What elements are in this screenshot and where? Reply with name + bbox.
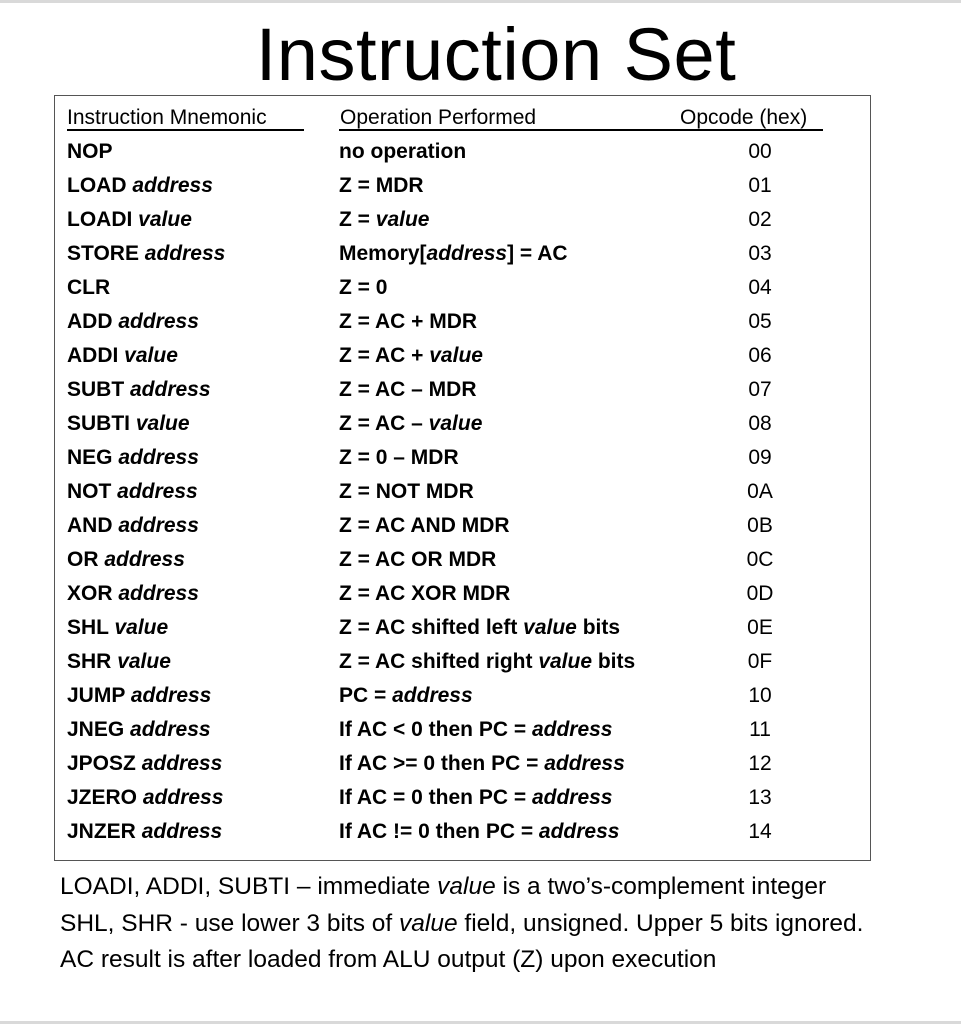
note-segment: is a two’s-complement integer bbox=[495, 873, 827, 900]
mnemonic-segment: LOAD bbox=[67, 174, 133, 197]
mnemonic-segment: SUBTI bbox=[67, 412, 136, 435]
operation-segment: Z = AC – MDR bbox=[339, 378, 477, 401]
table-row bbox=[0, 577, 961, 611]
note-italic-segment: value bbox=[399, 909, 458, 937]
mnemonic-italic-segment: address bbox=[141, 820, 223, 843]
mnemonic-cell bbox=[67, 169, 213, 203]
opcode-cell: 07 bbox=[748, 378, 772, 401]
table-row bbox=[0, 407, 961, 441]
mnemonic-italic-segment: address bbox=[130, 378, 211, 401]
note-italic-segment: value bbox=[437, 873, 496, 900]
operation-cell bbox=[339, 169, 424, 203]
note-line bbox=[60, 906, 864, 943]
header-operation: Operation Performed bbox=[340, 106, 537, 129]
operation-cell bbox=[339, 339, 483, 373]
mnemonic-segment: SUBT bbox=[67, 378, 130, 401]
operation-cell bbox=[339, 577, 510, 611]
mnemonic-segment: JNEG bbox=[67, 718, 131, 741]
mnemonic-cell bbox=[67, 237, 225, 271]
mnemonic-cell bbox=[67, 815, 222, 849]
operation-cell bbox=[339, 441, 459, 475]
mnemonic-cell bbox=[67, 373, 211, 407]
operation-segment: Z = AC AND MDR bbox=[339, 514, 510, 537]
operation-segment: Memory[ bbox=[339, 242, 427, 265]
mnemonic-cell bbox=[67, 645, 171, 679]
opcode-cell: 0E bbox=[747, 616, 773, 639]
mnemonic-italic-segment: address bbox=[142, 786, 224, 809]
opcode-cell: 0C bbox=[746, 548, 774, 571]
table-row bbox=[0, 781, 961, 815]
opcode-cell: 05 bbox=[748, 310, 772, 333]
mnemonic-cell bbox=[67, 509, 199, 543]
mnemonic-segment: XOR bbox=[67, 582, 119, 605]
table-row bbox=[0, 135, 961, 169]
table-row bbox=[0, 169, 961, 203]
opcode-cell: 12 bbox=[748, 752, 772, 775]
operation-segment: Z = AC + bbox=[339, 344, 430, 367]
notes bbox=[60, 869, 864, 979]
opcode-cell: 02 bbox=[748, 208, 772, 231]
operation-italic-segment: value bbox=[375, 208, 430, 231]
mnemonic-cell bbox=[67, 339, 178, 373]
mnemonic-segment: SHR bbox=[67, 650, 118, 673]
table-row bbox=[0, 509, 961, 543]
operation-cell bbox=[339, 509, 510, 543]
mnemonic-italic-segment: value bbox=[117, 650, 171, 673]
mnemonic-segment: JNZER bbox=[67, 820, 142, 843]
operation-italic-segment: value bbox=[428, 412, 483, 435]
opcode-cell: 0A bbox=[747, 480, 773, 503]
table-row bbox=[0, 339, 961, 373]
mnemonic-italic-segment: address bbox=[132, 174, 213, 197]
operation-cell bbox=[339, 271, 387, 305]
operation-segment: Z = MDR bbox=[339, 174, 424, 197]
operation-italic-segment: address bbox=[426, 242, 508, 265]
opcode-cell: 10 bbox=[748, 684, 772, 707]
opcode-cell: 08 bbox=[748, 412, 772, 435]
header-mnemonic: Instruction Mnemonic bbox=[67, 106, 267, 129]
note-line bbox=[60, 942, 864, 979]
mnemonic-italic-segment: value bbox=[135, 412, 190, 435]
table-row bbox=[0, 203, 961, 237]
operation-italic-segment: address bbox=[531, 786, 613, 809]
mnemonic-segment: ADD bbox=[67, 310, 119, 333]
mnemonic-cell bbox=[67, 271, 110, 305]
mnemonic-cell bbox=[67, 747, 222, 781]
operation-italic-segment: address bbox=[392, 684, 473, 707]
header-operation-opcode-underline bbox=[339, 129, 823, 131]
opcode-cell: 0F bbox=[747, 650, 773, 673]
operation-cell bbox=[339, 543, 496, 577]
operation-cell bbox=[339, 305, 477, 339]
table-row bbox=[0, 815, 961, 849]
header-opcode: Opcode (hex) bbox=[680, 106, 808, 129]
top-divider bbox=[0, 0, 961, 3]
mnemonic-segment: AND bbox=[67, 514, 119, 537]
operation-italic-segment: address bbox=[544, 752, 625, 775]
table-row bbox=[0, 441, 961, 475]
operation-cell bbox=[339, 679, 473, 713]
operation-cell bbox=[339, 373, 476, 407]
opcode-cell: 01 bbox=[748, 174, 772, 197]
operation-segment: If AC != 0 then PC = bbox=[339, 820, 539, 843]
mnemonic-cell bbox=[67, 135, 113, 169]
operation-segment: Z = AC – bbox=[339, 412, 429, 435]
mnemonic-segment: NEG bbox=[67, 446, 119, 469]
mnemonic-italic-segment: value bbox=[124, 344, 178, 367]
table-row bbox=[0, 611, 961, 645]
table-row bbox=[0, 543, 961, 577]
operation-segment: Z = AC OR MDR bbox=[339, 548, 497, 571]
operation-cell bbox=[339, 781, 612, 815]
mnemonic-italic-segment: address bbox=[118, 310, 199, 333]
operation-cell bbox=[339, 645, 635, 679]
mnemonic-cell bbox=[67, 577, 199, 611]
opcode-cell: 06 bbox=[748, 344, 772, 367]
mnemonic-segment: OR bbox=[67, 548, 105, 571]
operation-italic-segment: value bbox=[538, 650, 593, 673]
table-row bbox=[0, 747, 961, 781]
operation-segment: Z = AC shifted left bbox=[339, 616, 524, 639]
table-row bbox=[0, 645, 961, 679]
operation-italic-segment: value bbox=[429, 344, 483, 367]
mnemonic-italic-segment: address bbox=[118, 582, 199, 605]
operation-cell bbox=[339, 747, 625, 781]
note-segment: LOADI, ADDI, SUBTI – immediate bbox=[60, 873, 438, 900]
operation-italic-segment: address bbox=[531, 718, 613, 741]
operation-segment: Z = AC + MDR bbox=[339, 310, 478, 333]
operation-cell bbox=[339, 475, 474, 509]
operation-segment: Z = 0 – MDR bbox=[339, 446, 459, 469]
operation-segment: Z = bbox=[339, 208, 376, 231]
header-mnemonic-underline bbox=[67, 129, 304, 131]
opcode-cell: 11 bbox=[749, 718, 771, 741]
operation-segment: If AC < 0 then PC = bbox=[339, 718, 532, 741]
operation-segment: Z = AC shifted right bbox=[339, 650, 539, 673]
operation-cell bbox=[339, 713, 612, 747]
operation-segment: no operation bbox=[339, 140, 467, 163]
opcode-cell: 14 bbox=[748, 820, 772, 843]
mnemonic-segment: NOT bbox=[67, 480, 118, 503]
operation-segment: bits bbox=[576, 616, 621, 639]
opcode-cell: 0B bbox=[747, 514, 773, 537]
mnemonic-cell bbox=[67, 679, 211, 713]
table-row bbox=[0, 373, 961, 407]
opcode-cell: 04 bbox=[748, 276, 772, 299]
table-row bbox=[0, 475, 961, 509]
mnemonic-cell bbox=[67, 713, 211, 747]
mnemonic-italic-segment: address bbox=[117, 480, 198, 503]
operation-segment: Z = NOT MDR bbox=[339, 480, 474, 503]
mnemonic-segment: JZERO bbox=[67, 786, 143, 809]
mnemonic-segment: LOADI bbox=[67, 208, 139, 231]
note-segment: SHL, SHR - use lower 3 bits of bbox=[60, 909, 400, 937]
mnemonic-cell bbox=[67, 305, 199, 339]
operation-cell bbox=[339, 611, 620, 645]
operation-segment: If AC >= 0 then PC = bbox=[339, 752, 545, 775]
operation-segment: PC = bbox=[339, 684, 393, 707]
opcode-cell: 09 bbox=[748, 446, 772, 469]
mnemonic-segment: ADDI bbox=[67, 344, 125, 367]
mnemonic-italic-segment: value bbox=[138, 208, 192, 231]
mnemonic-segment: JPOSZ bbox=[67, 752, 142, 775]
mnemonic-italic-segment: value bbox=[114, 616, 169, 639]
operation-italic-segment: value bbox=[523, 616, 577, 639]
mnemonic-italic-segment: address bbox=[130, 684, 212, 707]
mnemonic-cell bbox=[67, 781, 223, 815]
mnemonic-segment: STORE bbox=[67, 242, 145, 265]
operation-cell bbox=[339, 203, 429, 237]
operation-italic-segment: address bbox=[538, 820, 620, 843]
mnemonic-italic-segment: address bbox=[130, 718, 211, 741]
opcode-cell: 03 bbox=[748, 242, 772, 265]
mnemonic-segment: SHL bbox=[67, 616, 115, 639]
mnemonic-cell bbox=[67, 203, 192, 237]
mnemonic-italic-segment: address bbox=[118, 446, 199, 469]
mnemonic-segment: JUMP bbox=[67, 684, 131, 707]
operation-cell bbox=[339, 135, 466, 169]
mnemonic-cell bbox=[67, 543, 185, 577]
table-row bbox=[0, 679, 961, 713]
table-row bbox=[0, 237, 961, 271]
mnemonic-segment: CLR bbox=[67, 276, 111, 299]
table-row bbox=[0, 713, 961, 747]
operation-cell bbox=[339, 815, 619, 849]
opcode-cell: 0D bbox=[746, 582, 774, 605]
opcode-cell: 13 bbox=[748, 786, 772, 809]
operation-segment: If AC = 0 then PC = bbox=[339, 786, 532, 809]
page-title: Instruction Set bbox=[255, 13, 737, 96]
operation-segment: bits bbox=[592, 650, 636, 673]
note-segment: field, unsigned. Upper 5 bits ignored. bbox=[457, 909, 864, 937]
table-row bbox=[0, 271, 961, 305]
mnemonic-italic-segment: address bbox=[118, 514, 199, 537]
mnemonic-italic-segment: address bbox=[104, 548, 185, 571]
note-segment: AC result is after loaded from ALU output (Z) upon execution bbox=[60, 946, 717, 973]
mnemonic-segment: NOP bbox=[67, 140, 113, 163]
operation-segment: ] = AC bbox=[507, 242, 568, 265]
operation-segment: Z = AC XOR MDR bbox=[339, 582, 511, 605]
mnemonic-cell bbox=[67, 407, 190, 441]
mnemonic-italic-segment: address bbox=[141, 752, 223, 775]
operation-cell bbox=[339, 237, 568, 271]
note-line bbox=[60, 869, 864, 906]
table-row bbox=[0, 305, 961, 339]
mnemonic-italic-segment: address bbox=[144, 242, 226, 265]
mnemonic-cell bbox=[67, 441, 199, 475]
mnemonic-cell bbox=[67, 611, 168, 645]
operation-cell bbox=[339, 407, 482, 441]
mnemonic-cell bbox=[67, 475, 198, 509]
opcode-cell: 00 bbox=[748, 140, 772, 163]
operation-segment: Z = 0 bbox=[339, 276, 388, 299]
